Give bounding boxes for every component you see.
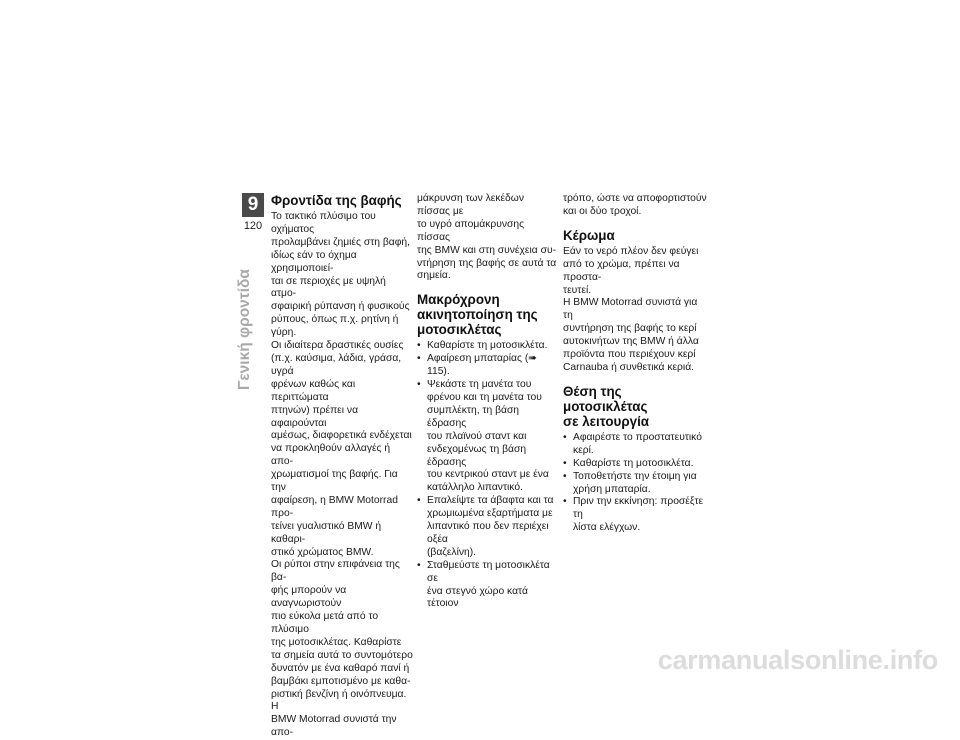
- text-line: ντήρηση της βαφής σε αυτά τα: [417, 257, 557, 269]
- text-line: (βαζελίνη).: [427, 546, 477, 558]
- text-line: λίστα ελέγχων.: [573, 522, 641, 534]
- text-line: Η BMW Motorrad συνιστά για τη: [563, 297, 698, 322]
- text-line: από το χρώμα, πρέπει να προστα-: [563, 258, 680, 283]
- text-line: • Ψεκάστε τη μανέτα του: [427, 379, 532, 391]
- section-title-recommissioning: [563, 384, 708, 429]
- chapter-side-label: Γενική φροντίδα: [236, 269, 253, 390]
- text-line: ρύπους, όπως π.χ. ρητίνη ή γύρη.: [271, 314, 399, 339]
- text-line: Οι ιδιαίτερα δραστικές ουσίες: [271, 340, 404, 352]
- text-line: φρένων καθώς και περιττώματα: [271, 378, 356, 403]
- text-line: τα σημεία αυτά το συντομότερο: [271, 649, 413, 661]
- storage-continuation: [563, 193, 708, 219]
- text-line: μάκρυνση των λεκέδων πίσσας με: [417, 193, 524, 217]
- section-title-waxing: Κέρωμα: [563, 227, 615, 243]
- page-number: 120: [243, 220, 263, 232]
- text-line: το υγρό απομάκρυνσης πίσσας: [417, 218, 525, 243]
- text-line: σημεία.: [417, 270, 451, 282]
- text-line: λιπαντικό που δεν περιέχει οξέα: [427, 521, 549, 545]
- text-line: συντήρηση της βαφής το κερί: [563, 323, 697, 335]
- text-line: φής μπορούν να αναγνωριστούν: [271, 585, 347, 610]
- bullet-item: [563, 496, 708, 535]
- text-line: ένα στεγνό χώρο κατά τέτοιον: [427, 585, 528, 610]
- text-line: αυτοκινήτων της BMW ή άλλα: [563, 336, 699, 348]
- text-line: ενδεχομένως τη βάση έδρασης: [427, 443, 527, 468]
- text-line: • Πριν την εκκίνηση: προσέξτε τη: [573, 496, 704, 521]
- bullet-item: [417, 353, 557, 379]
- text-line: τευτεί.: [563, 284, 592, 296]
- text-line: αφαίρεση, η BMW Motorrad προ-: [271, 494, 398, 519]
- column-2: [417, 193, 557, 611]
- text-line: (π.χ. καύσιμα, λάδια, γράσα, υγρά: [271, 352, 402, 377]
- watermark: carmanualsonline.info: [657, 645, 938, 675]
- text-line: προλαμβάνει ζημιές στη βαφή,: [271, 236, 410, 248]
- text-line: βαμβάκι εμποτισμένο με καθα-: [271, 675, 411, 687]
- column-3: [563, 193, 708, 535]
- text-line: χρήση μπαταρία.: [573, 483, 651, 495]
- text-line: πιο εύκολα μετά από το πλύσιμο: [271, 611, 379, 635]
- bullet-item: [563, 432, 708, 458]
- text-line: σε λειτουργία: [563, 413, 650, 429]
- text-line: χρωμιωμένα εξαρτήματα με: [427, 508, 553, 520]
- bullet-item: [417, 495, 557, 560]
- text-line: ριστική βενζίνη ή οινόπνευμα. Η: [271, 688, 407, 713]
- text-line: Το τακτικό πλύσιμο του οχήματος: [271, 211, 376, 235]
- text-line: της BMW και στη συνέχεια συ-: [417, 244, 557, 256]
- text-line: στικό χρώματος BMW.: [271, 546, 374, 558]
- text-line: προϊόντα που περιέχουν κερί: [563, 349, 696, 361]
- bullet-item: [563, 458, 708, 471]
- text-line: κατάλληλο λιπαντικό.: [427, 482, 523, 494]
- text-line: • Αφαιρέστε το προστατευτικό: [573, 431, 702, 443]
- text-line: τρόπο, ώστε να αποφορτιστούν: [563, 193, 707, 204]
- recommissioning-steps: [563, 432, 708, 535]
- text-line: • Επαλείψτε τα άβαφτα και τα: [427, 495, 554, 507]
- text-line: • Αφαίρεση μπαταρίας (➠ 115).: [427, 353, 537, 378]
- text-line: • Σταθμεύστε τη μοτοσικλέτα σε: [427, 559, 550, 584]
- text-line: Θέση της μοτοσικλέτας: [563, 383, 648, 414]
- text-line: Εάν το νερό πλέον δεν φεύγει: [563, 245, 699, 257]
- text-line: BMW Motorrad συνιστά την απο-: [271, 714, 397, 739]
- text-line: • Καθαρίστε τη μοτοσικλέτα.: [427, 340, 548, 352]
- text-line: ακινητοποίηση της: [417, 307, 538, 323]
- text-line: χρωματισμοί της βαφής. Για την: [271, 469, 398, 494]
- section-title-paint-care: Φροντίδα της βαφής: [271, 193, 402, 208]
- paint-care-body: [271, 211, 413, 740]
- bullet-item: [563, 471, 708, 497]
- text-line: να προκληθούν αλλαγές ή απο-: [271, 443, 391, 468]
- text-line: του κεντρικού σταντ με ένα: [427, 469, 549, 481]
- text-line: τείνει γυαλιστικό BMW ή καθαρι-: [271, 520, 382, 545]
- text-line: ται σε περιοχές με υψηλή ατμο-: [271, 275, 386, 300]
- text-line: αμέσως, διαφορετικά ενδέχεται: [271, 430, 412, 442]
- tar-removal-continuation: [417, 193, 557, 283]
- bullet-item: [417, 379, 557, 495]
- bullet-item: [417, 560, 557, 612]
- chapter-number-tab: 9: [242, 193, 264, 217]
- text-line: της μοτοσικλέτας. Καθαρίστε: [271, 636, 402, 648]
- text-line: κερί.: [573, 444, 594, 456]
- text-line: συμπλέκτη, τη βάση έδρασης: [427, 404, 520, 429]
- text-line: σφαιρική ρύπανση ή φυσικούς: [271, 301, 410, 313]
- text-line: και οι δύο τροχοί.: [563, 205, 642, 217]
- waxing-body: [563, 246, 708, 375]
- text-line: • Καθαρίστε τη μοτοσικλέτα.: [573, 457, 694, 469]
- text-line: μοτοσικλέτας: [417, 322, 502, 338]
- text-line: • Τοποθετήστε την έτοιμη για: [573, 470, 697, 482]
- section-title-long-storage: [417, 292, 557, 337]
- text-line: Οι ρύποι στην επιφάνεια της βα-: [271, 559, 400, 584]
- text-line: ιδίως εάν το όχημα χρησιμοποιεί-: [271, 249, 357, 274]
- bullet-item: [417, 340, 557, 353]
- column-1: [271, 193, 413, 740]
- long-storage-steps: [417, 340, 557, 611]
- text-line: φρένου και τη μανέτα του: [427, 391, 542, 403]
- text-line: δυνατόν με ένα καθαρό πανί ή: [271, 662, 410, 674]
- text-line: του πλαϊνού σταντ και: [427, 430, 527, 442]
- text-line: πτηνών) πρέπει να αφαιρούνται: [271, 404, 359, 429]
- text-line: Carnauba ή συνθετικά κεριά.: [563, 361, 695, 373]
- text-line: Μακρόχρονη: [417, 292, 500, 308]
